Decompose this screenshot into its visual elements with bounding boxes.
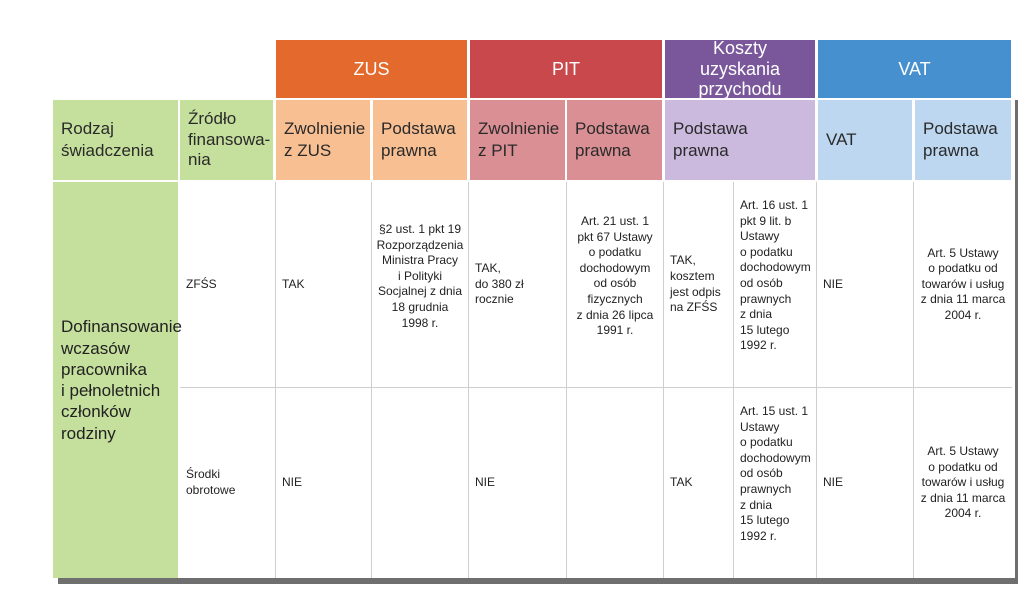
header-zwolnienie-zus: Zwolnienie z ZUS (276, 100, 370, 180)
row2-zwolnienie-zus: NIE (282, 475, 303, 490)
row1-zrodlo: ZFŚS (186, 276, 217, 291)
header-podstawa-vat: Podstawa prawna (915, 100, 1011, 180)
group-header-zus: ZUS (276, 40, 467, 98)
header-podstawa-koszty: Podstawa prawna (665, 100, 815, 180)
row1-zwolnienie-pit: TAK, do 380 zł rocznie (475, 261, 524, 307)
row1-podstawa-vat: Art. 5 Ustawy o podatku od towarów i usług z dnia 11 marca 2004 r. (920, 245, 1006, 322)
group-header-koszty: Koszty uzyskania przychodu (665, 40, 815, 98)
row2-podstawa-koszty: Art. 15 ust. 1 Ustawy o podatku dochodowym od osób prawnych z dnia 15 lutego 1992 r. (740, 404, 811, 543)
header-rodzaj-swiadczenia: Rodzaj świadczenia (53, 100, 178, 180)
row2-podstawa-zus (372, 388, 468, 578)
row-label-dofinansowanie: Dofinansowanie wczasów pracownika i pełnoletnich członków rodziny (53, 182, 178, 578)
group-header-vat: VAT (818, 40, 1011, 98)
row2-zwolnienie-pit: NIE (475, 475, 496, 490)
row2-podstawa-vat: Art. 5 Ustawy o podatku od towarów i usług z dnia 11 marca 2004 r. (920, 444, 1006, 521)
row1-zwolnienie-zus: TAK (282, 276, 305, 291)
header-zwolnienie-pit: Zwolnienie z PIT (470, 100, 565, 180)
row1-koszty: TAK, kosztem jest odpis na ZFŚS (670, 253, 721, 315)
header-vat: VAT (818, 100, 912, 180)
row1-podstawa-koszty: Art. 16 ust. 1 pkt 9 lit. b Ustawy o podatku dochodowym od osób prawnych z dnia 15 lutego 1992 r. (740, 198, 811, 353)
row1-vat: NIE (823, 276, 844, 291)
row1-podstawa-pit: Art. 21 ust. 1 pkt 67 Ustawy o podatku dochodowym od osób fizycznych z dnia 26 lipca 1991 r. (576, 214, 654, 338)
row1-podstawa-zus: §2 ust. 1 pkt 19 Rozporządzenia Ministra Pracy i Polityki Socjalnej z dnia 18 grudnia 1998 r. (376, 222, 464, 330)
header-podstawa-pit: Podstawa prawna (567, 100, 662, 180)
row2-koszty: TAK (670, 475, 693, 490)
row2-podstawa-pit (567, 388, 663, 578)
header-podstawa-zus: Podstawa prawna (373, 100, 467, 180)
row2-vat: NIE (823, 475, 844, 490)
group-header-pit: PIT (470, 40, 662, 98)
row2-zrodlo: Środki obrotowe (186, 467, 236, 497)
header-zrodlo-finansowania: Źródło finansowa- nia (180, 100, 273, 180)
